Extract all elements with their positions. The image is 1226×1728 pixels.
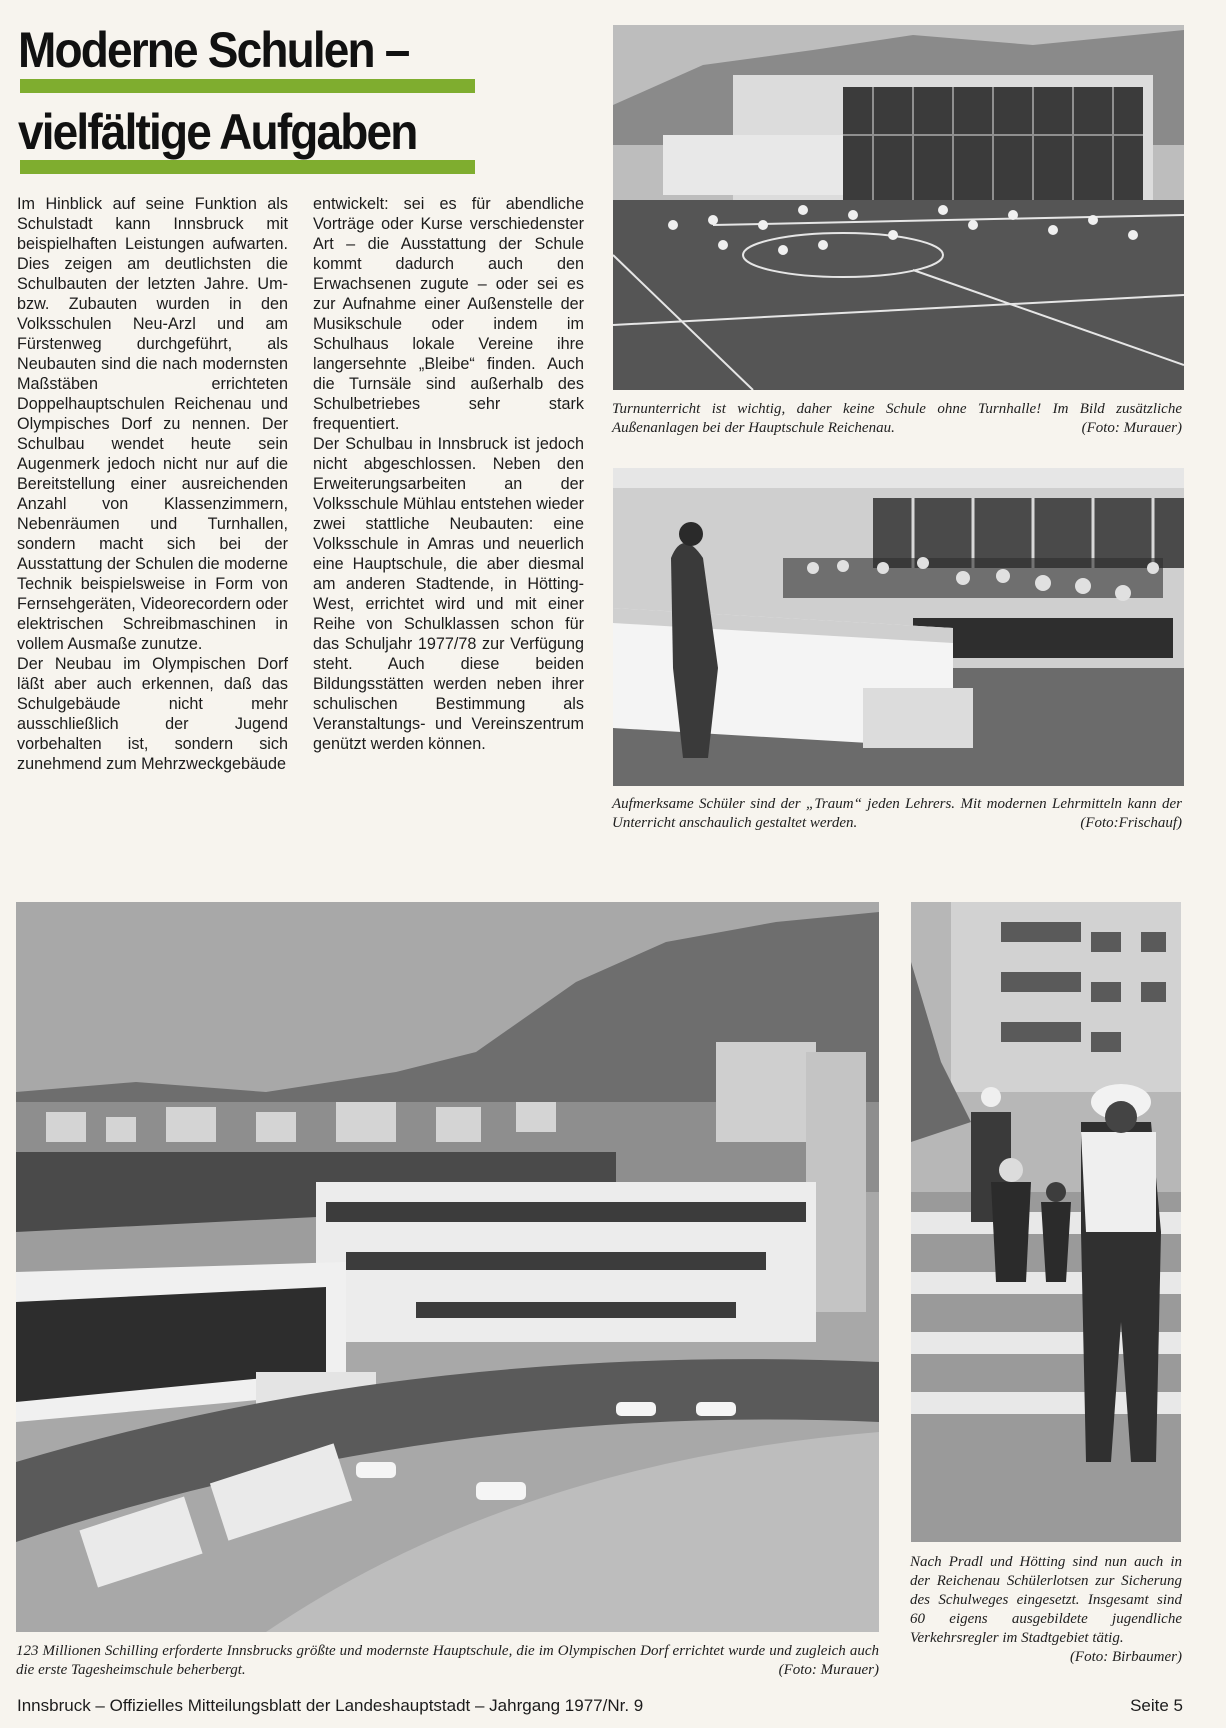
headline-line-2: vielfältige Aufgaben bbox=[18, 104, 417, 160]
headline-green-bar-1 bbox=[20, 79, 475, 93]
crossing-guard-caption-text: Nach Pradl und Hötting sind nun auch in der Reichenau Schülerlotsen zur Sicherung des Schulweges eingesetzt. Insgesamt sind 60 eigens ausgebildete jugendliche Verkehrsregler im Stadtgebiet tätig. bbox=[910, 1554, 1182, 1646]
classroom-caption bbox=[612, 795, 1182, 833]
footer-page-number: Seite 5 bbox=[1130, 1696, 1183, 1715]
school-building-caption bbox=[16, 1642, 879, 1680]
article-column-2: entwickelt: sei es für abendliche Vorträge oder Kurse verschiedenster Art – die Ausstattung der Schule kommt dadurch auch den Erwachsenen zugute – oder sei es zur Aufnahme einer Außenstelle der Musikschule oder indem im Schulhaus lokale Vereine ihre langersehnte „Bleibe“ finden. Auch die Turnsäle sind außerhalb des Schulbetriebes sehr stark frequentiert. Der Schulbau in Innsbruck ist jedoch nicht abgeschlossen. Neben den Erweiterungsarbeiten an der Volksschule Mühlau entstehen wieder zwei stattliche Neubauten: eine Volksschule in Amras und neuerlich eine Hauptschule, die aber diesmal am anderen Stadtende, in Hötting-West, errichtet wird und mit einer Reihe von Schulklassen schon für das Schuljahr 1977/78 zur Verfügung steht. Auch diese beiden Bildungsstätten werden neben ihrer schulischen Bestimmung als Veranstaltungs- und Vereinszentrum genützt werden können. bbox=[313, 195, 584, 753]
classroom-caption-credit: (Foto:Frischauf) bbox=[1080, 815, 1182, 831]
headline-line-1: Moderne Schulen – bbox=[18, 22, 409, 78]
gym-caption bbox=[612, 400, 1182, 438]
school-building-caption-credit: (Foto: Murauer) bbox=[778, 1662, 879, 1678]
classroom-caption-text: Aufmerksame Schüler sind der „Traum“ jeden Lehrers. Mit modernen Lehrmitteln kann der Unterricht anschaulich gestaltet werden. bbox=[612, 796, 1182, 831]
crossing-guard-photo bbox=[911, 902, 1181, 1542]
gym-photo bbox=[613, 25, 1184, 390]
article-column-1: Im Hinblick auf seine Funktion als Schulstadt kann Innsbruck mit beispielhaften Leistungen aufwarten. Dies zeigen am deutlichsten die Schulbauten der letzten Jahre. Um- bzw. Zubauten wurden in den Volksschulen Neu-Arzl und am Fürstenweg durchgeführt, als Neubauten sind die nach modernsten Maßstäben errichteten Doppelhauptschulen Reichenau und Olympisches Dorf zu nennen. Der Schulbau wendet heute sein Augenmerk jedoch nicht nur auf die Bereitstellung einer ausreichenden Anzahl von Klassenzimmern, Nebenräumen und Turnhallen, sondern macht sich bei der Ausstattung der Schulen die moderne Technik beispielsweise in Form von Fernsehgeräten, Videorecordern oder elektrischen Schreibmaschinen in vollem Ausmaße zunutze. Der Neubau im Olympischen Dorf läßt aber auch erkennen, daß das Schulgebäude nicht mehr ausschließlich der Jugend vorbehalten ist, sondern sich zunehmend zum Mehrzweckgebäude bbox=[17, 195, 288, 773]
gym-caption-credit: (Foto: Murauer) bbox=[1081, 420, 1182, 436]
gym-caption-text: Turnunterricht ist wichtig, daher keine Schule ohne Turnhalle! Im Bild zusätzliche Außenanlagen bei der Hauptschule Reichenau. bbox=[612, 401, 1182, 436]
footer-publication: Innsbruck – Offizielles Mitteilungsblatt der Landeshauptstadt – Jahrgang 1977/Nr. 9 bbox=[17, 1696, 644, 1715]
crossing-guard-caption bbox=[910, 1553, 1182, 1667]
headline-green-bar-2 bbox=[20, 160, 475, 174]
school-building-photo bbox=[16, 902, 879, 1632]
classroom-photo bbox=[613, 468, 1184, 786]
school-building-caption-text: 123 Millionen Schilling erforderte Innsbrucks größte und modernste Hauptschule, die im Olympischen Dorf errichtet wurde und zugleich auch die erste Tagesheimschule beherbergt. bbox=[16, 1643, 879, 1678]
crossing-guard-caption-credit: (Foto: Birbaumer) bbox=[1069, 1649, 1182, 1665]
